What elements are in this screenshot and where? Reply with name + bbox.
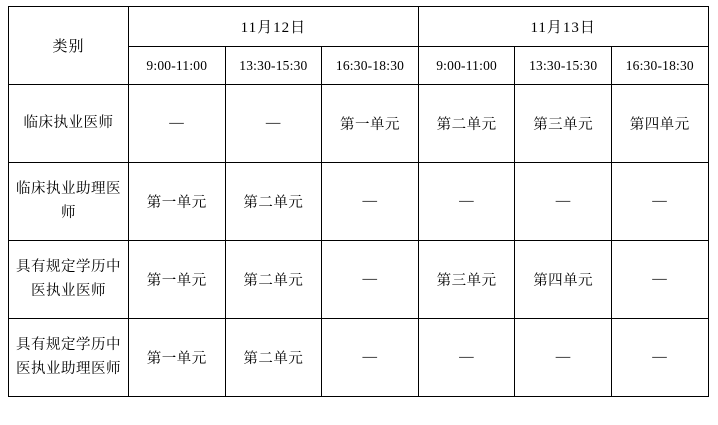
cell-r1-c1: 第二单元	[225, 163, 322, 241]
cell-r2-c2: —	[322, 241, 419, 319]
cell-r0-c0: —	[129, 85, 226, 163]
header-date-1: 11月12日	[129, 7, 419, 47]
cell-r0-c4: 第三单元	[515, 85, 612, 163]
cell-r3-c1: 第二单元	[225, 319, 322, 397]
cell-r3-c3: —	[418, 319, 515, 397]
table-header-row-dates	[9, 7, 709, 47]
header-slot-d2-s3: 16:30-18:30	[611, 47, 708, 85]
header-slot-d1-s2: 13:30-15:30	[225, 47, 322, 85]
cell-r0-c3: 第二单元	[418, 85, 515, 163]
cell-r0-c2: 第一单元	[322, 85, 419, 163]
cell-r3-c4: —	[515, 319, 612, 397]
cell-r1-c5: —	[611, 163, 708, 241]
table-row	[9, 241, 709, 319]
cell-r2-c4: 第四单元	[515, 241, 612, 319]
row-category-3: 具有规定学历中医执业助理医师	[9, 319, 129, 397]
table-row	[9, 85, 709, 163]
cell-r2-c3: 第三单元	[418, 241, 515, 319]
row-category-2: 具有规定学历中医执业医师	[9, 241, 129, 319]
cell-r1-c3: —	[418, 163, 515, 241]
header-date-2: 11月13日	[418, 7, 708, 47]
cell-r3-c2: —	[322, 319, 419, 397]
cell-r2-c0: 第一单元	[129, 241, 226, 319]
table-body	[9, 85, 709, 397]
header-category: 类别	[9, 7, 129, 85]
cell-r0-c1: —	[225, 85, 322, 163]
header-slot-d2-s1: 9:00-11:00	[418, 47, 515, 85]
cell-r3-c0: 第一单元	[129, 319, 226, 397]
cell-r2-c1: 第二单元	[225, 241, 322, 319]
cell-r0-c5: 第四单元	[611, 85, 708, 163]
cell-r2-c5: —	[611, 241, 708, 319]
cell-r3-c5: —	[611, 319, 708, 397]
table-header	[9, 7, 709, 85]
row-category-1: 临床执业助理医师	[9, 163, 129, 241]
header-slot-d1-s3: 16:30-18:30	[322, 47, 419, 85]
cell-r1-c4: —	[515, 163, 612, 241]
row-category-0: 临床执业医师	[9, 85, 129, 163]
header-slot-d1-s1: 9:00-11:00	[129, 47, 226, 85]
cell-r1-c2: —	[322, 163, 419, 241]
exam-schedule-table	[8, 6, 709, 397]
table-row	[9, 319, 709, 397]
header-slot-d2-s2: 13:30-15:30	[515, 47, 612, 85]
table-row	[9, 163, 709, 241]
cell-r1-c0: 第一单元	[129, 163, 226, 241]
